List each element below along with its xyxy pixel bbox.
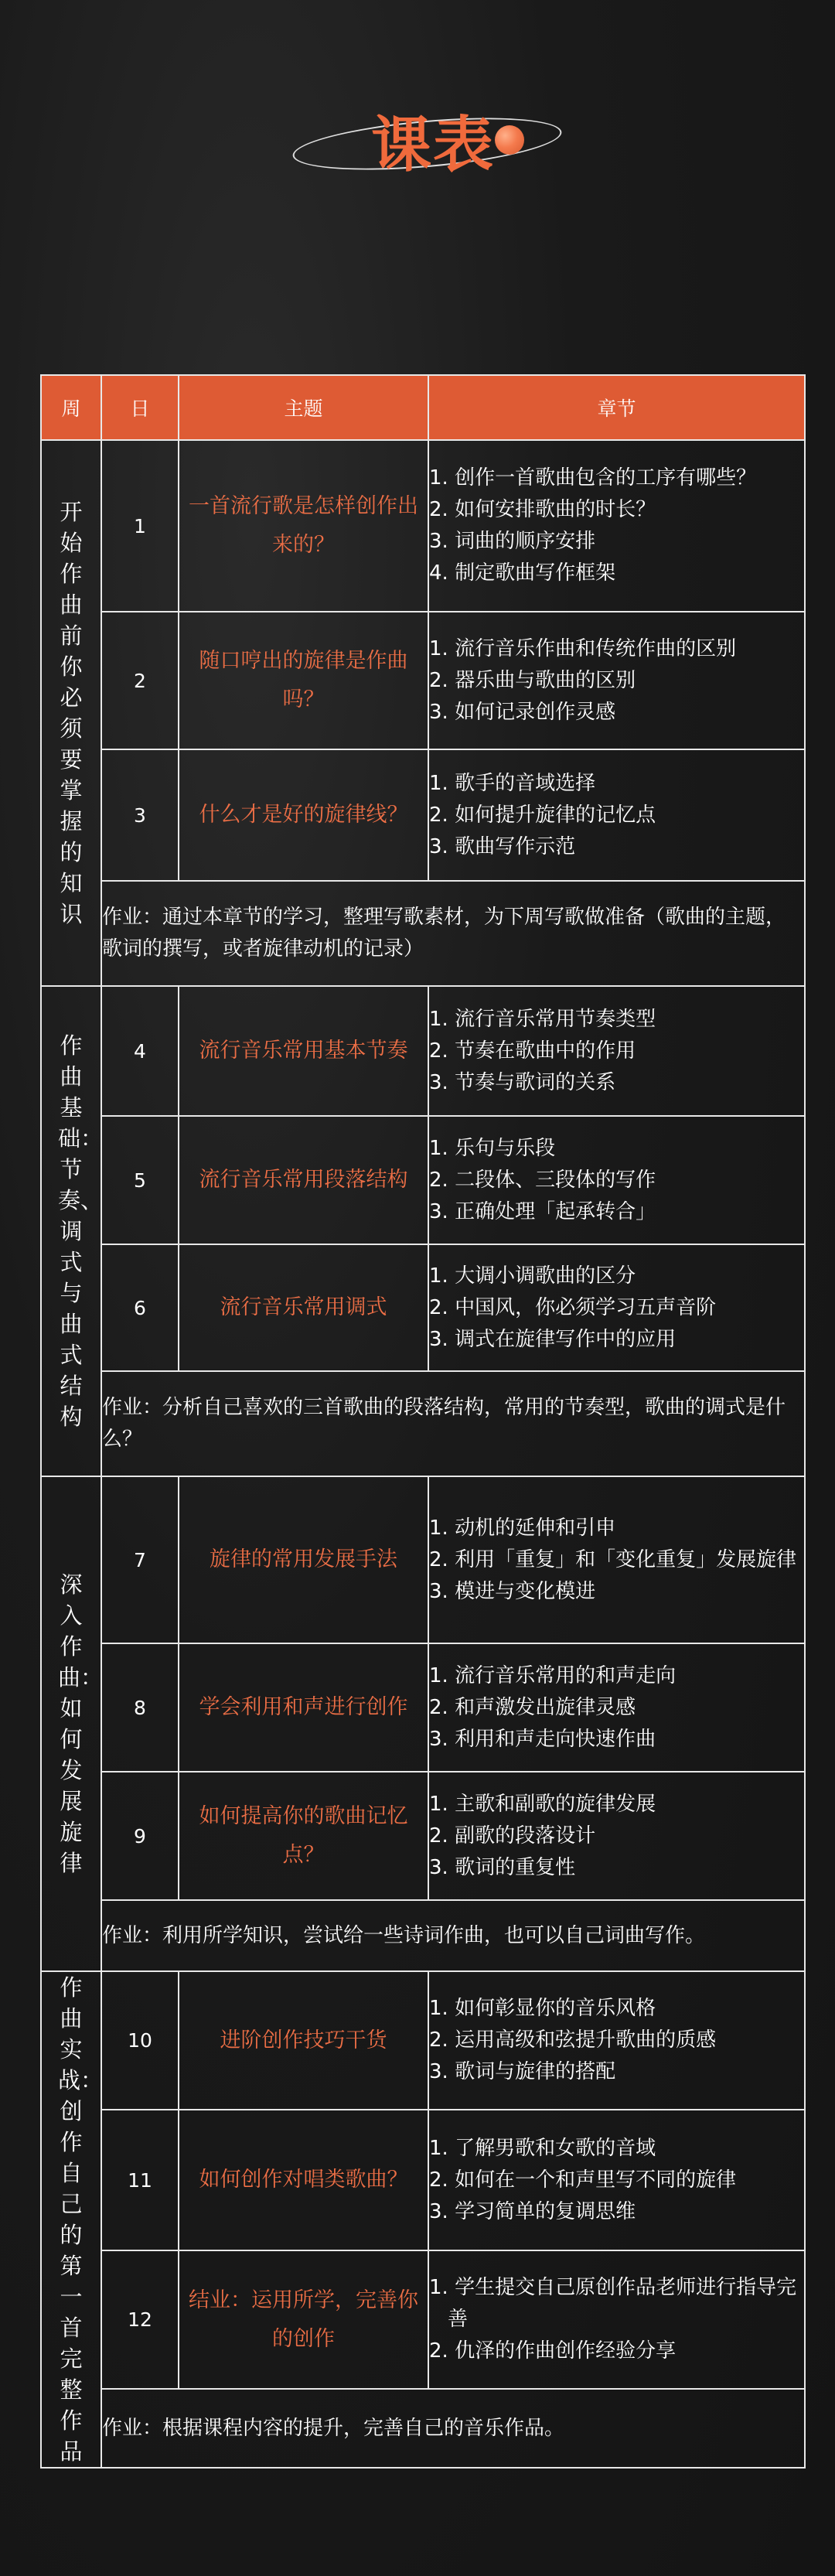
chapter-cell xyxy=(428,1476,805,1643)
column-header-day: 日 xyxy=(101,375,179,440)
chapter-cell xyxy=(428,986,805,1116)
table-row xyxy=(41,1476,805,1643)
day-number: 4 xyxy=(101,986,179,1116)
homework-row xyxy=(41,1371,805,1476)
chapter-cell xyxy=(428,1643,805,1772)
chapter-item: 2. 器乐曲与歌曲的区别 xyxy=(429,668,636,692)
table-row xyxy=(41,2250,805,2389)
day-number: 1 xyxy=(101,440,179,612)
chapter-cell xyxy=(428,2110,805,2250)
topic-cell: 随口哼出的旋律是作曲吗？ xyxy=(179,612,428,749)
chapter-item: 1. 了解男歌和女歌的音域 xyxy=(429,2136,656,2160)
table-row xyxy=(41,1244,805,1371)
topic-cell: 如何提高你的歌曲记忆点？ xyxy=(179,1772,428,1900)
homework-cell: 作业：根据课程内容的提升，完善自己的音乐作品。 xyxy=(101,2389,805,2468)
chapter-item: 3. 歌曲写作示范 xyxy=(429,834,576,858)
chapter-cell xyxy=(428,612,805,749)
table-row xyxy=(41,2110,805,2250)
chapter-item: 3. 模进与变化模进 xyxy=(429,1579,596,1603)
planet-icon xyxy=(495,125,524,155)
chapter-item: 3. 调式在旋律写作中的应用 xyxy=(429,1327,677,1351)
topic-cell: 如何创作对唱类歌曲？ xyxy=(179,2110,428,2250)
day-number: 10 xyxy=(101,1971,179,2110)
chapter-cell xyxy=(428,440,805,612)
table-header-row xyxy=(41,375,805,440)
chapter-item: 3. 如何记录创作灵感 xyxy=(429,700,616,724)
chapter-item: 3. 节奏与歌词的关系 xyxy=(429,1070,616,1094)
week-label: 作曲基础：节奏、调式与曲式结构 xyxy=(41,986,101,1476)
topic-cell: 流行音乐常用调式 xyxy=(179,1244,428,1371)
day-number: 2 xyxy=(101,612,179,749)
chapter-item: 2. 如何提升旋律的记忆点 xyxy=(429,803,656,827)
table-row xyxy=(41,986,805,1116)
chapter-item: 2. 中国风，你必须学习五声音阶 xyxy=(429,1295,717,1319)
chapter-cell xyxy=(428,2250,805,2389)
chapter-item: 3. 歌词与旋律的搭配 xyxy=(429,2060,616,2084)
chapter-item: 1. 流行音乐常用节奏类型 xyxy=(429,1007,656,1031)
topic-cell: 流行音乐常用基本节奏 xyxy=(179,986,428,1116)
chapter-item: 1. 动机的延伸和引申 xyxy=(429,1516,616,1540)
table-row xyxy=(41,612,805,749)
chapter-item: 2. 节奏在歌曲中的作用 xyxy=(429,1039,636,1063)
topic-cell: 什么才是好的旋律线？ xyxy=(179,749,428,881)
table-row xyxy=(41,1116,805,1244)
chapter-item: 1. 如何彰显你的音乐风格 xyxy=(429,1997,656,2021)
table-row xyxy=(41,1772,805,1900)
day-number: 11 xyxy=(101,2110,179,2250)
homework-cell: 作业：利用所学知识，尝试给一些诗词作曲，也可以自己词曲写作。 xyxy=(101,1900,805,1971)
homework-row xyxy=(41,1900,805,1971)
day-number: 9 xyxy=(101,1772,179,1900)
chapter-item: 1. 主歌和副歌的旋律发展 xyxy=(429,1792,656,1816)
chapter-item: 1. 流行音乐作曲和传统作曲的区别 xyxy=(429,636,737,660)
table-row xyxy=(41,749,805,881)
table-row xyxy=(41,440,805,612)
day-number: 8 xyxy=(101,1643,179,1772)
homework-row xyxy=(41,881,805,986)
homework-row xyxy=(41,2389,805,2468)
chapter-item: 1. 歌手的音域选择 xyxy=(429,771,596,795)
chapter-item: 2. 利用「重复」和「变化重复」发展旋律 xyxy=(429,1547,797,1571)
chapter-item: 2. 副歌的段落设计 xyxy=(429,1824,596,1848)
day-number: 5 xyxy=(101,1116,179,1244)
chapter-cell xyxy=(428,1772,805,1900)
topic-cell: 学会利用和声进行创作 xyxy=(179,1643,428,1772)
chapter-item: 1. 大调小调歌曲的区分 xyxy=(429,1264,636,1288)
column-header-week: 周 xyxy=(41,375,101,440)
chapter-cell xyxy=(428,1244,805,1371)
chapter-item: 2. 仇泽的作曲创作经验分享 xyxy=(429,2339,677,2363)
table-row xyxy=(41,1971,805,2110)
topic-cell: 进阶创作技巧干货 xyxy=(179,1971,428,2110)
chapter-item: 1. 学生提交自己原创作品老师进行指导完善 xyxy=(429,2276,797,2332)
chapter-item: 2. 和声激发出旋律灵感 xyxy=(429,1695,636,1719)
chapter-item: 2. 二段体、三段体的写作 xyxy=(429,1168,656,1192)
topic-cell: 结业：运用所学，完善你的创作 xyxy=(179,2250,428,2389)
topic-cell: 流行音乐常用段落结构 xyxy=(179,1116,428,1244)
chapter-item: 3. 正确处理「起承转合」 xyxy=(429,1199,656,1223)
chapter-item: 2. 如何在一个和声里写不同的旋律 xyxy=(429,2168,737,2192)
chapter-item: 3. 利用和声走向快速作曲 xyxy=(429,1727,656,1751)
day-number: 12 xyxy=(101,2250,179,2389)
homework-cell: 作业：通过本章节的学习，整理写歌素材，为下周写歌做准备（歌曲的主题，歌词的撰写，或者旋律动机的记录） xyxy=(101,881,805,986)
topic-cell: 旋律的常用发展手法 xyxy=(179,1476,428,1643)
schedule-table xyxy=(40,374,806,2469)
week-label: 深入作曲：如何发展旋律 xyxy=(41,1476,101,1971)
chapter-item: 2. 如何安排歌曲的时长？ xyxy=(429,498,656,521)
week-label: 作曲实战：创作自己的第一首完整作品 xyxy=(41,1971,101,2468)
page-header xyxy=(0,85,835,193)
chapter-item: 2. 运用高级和弦提升歌曲的质感 xyxy=(429,2028,717,2052)
day-number: 6 xyxy=(101,1244,179,1371)
topic-cell: 一首流行歌是怎样创作出来的？ xyxy=(179,440,428,612)
column-header-chapter: 章节 xyxy=(428,375,805,440)
chapter-item: 1. 创作一首歌曲包含的工序有哪些？ xyxy=(429,466,757,490)
day-number: 7 xyxy=(101,1476,179,1643)
chapter-item: 1. 乐句与乐段 xyxy=(429,1136,556,1160)
chapter-item: 3. 歌词的重复性 xyxy=(429,1855,576,1879)
chapter-item: 3. 词曲的顺序安排 xyxy=(429,530,596,553)
chapter-cell xyxy=(428,1971,805,2110)
chapter-item: 3. 学习简单的复调思维 xyxy=(429,2199,636,2223)
chapter-item: 4. 制定歌曲写作框架 xyxy=(429,561,616,585)
homework-cell: 作业：分析自己喜欢的三首歌曲的段落结构，常用的节奏型，歌曲的调式是什么？ xyxy=(101,1371,805,1476)
day-number: 3 xyxy=(101,749,179,881)
week-label: 开始作曲前你必须要掌握的知识 xyxy=(41,440,101,986)
chapter-item: 1. 流行音乐常用的和声走向 xyxy=(429,1663,677,1687)
chapter-cell xyxy=(428,1116,805,1244)
table-row xyxy=(41,1643,805,1772)
column-header-topic: 主题 xyxy=(179,375,428,440)
page-title: 课表 xyxy=(371,111,496,180)
chapter-cell xyxy=(428,749,805,881)
